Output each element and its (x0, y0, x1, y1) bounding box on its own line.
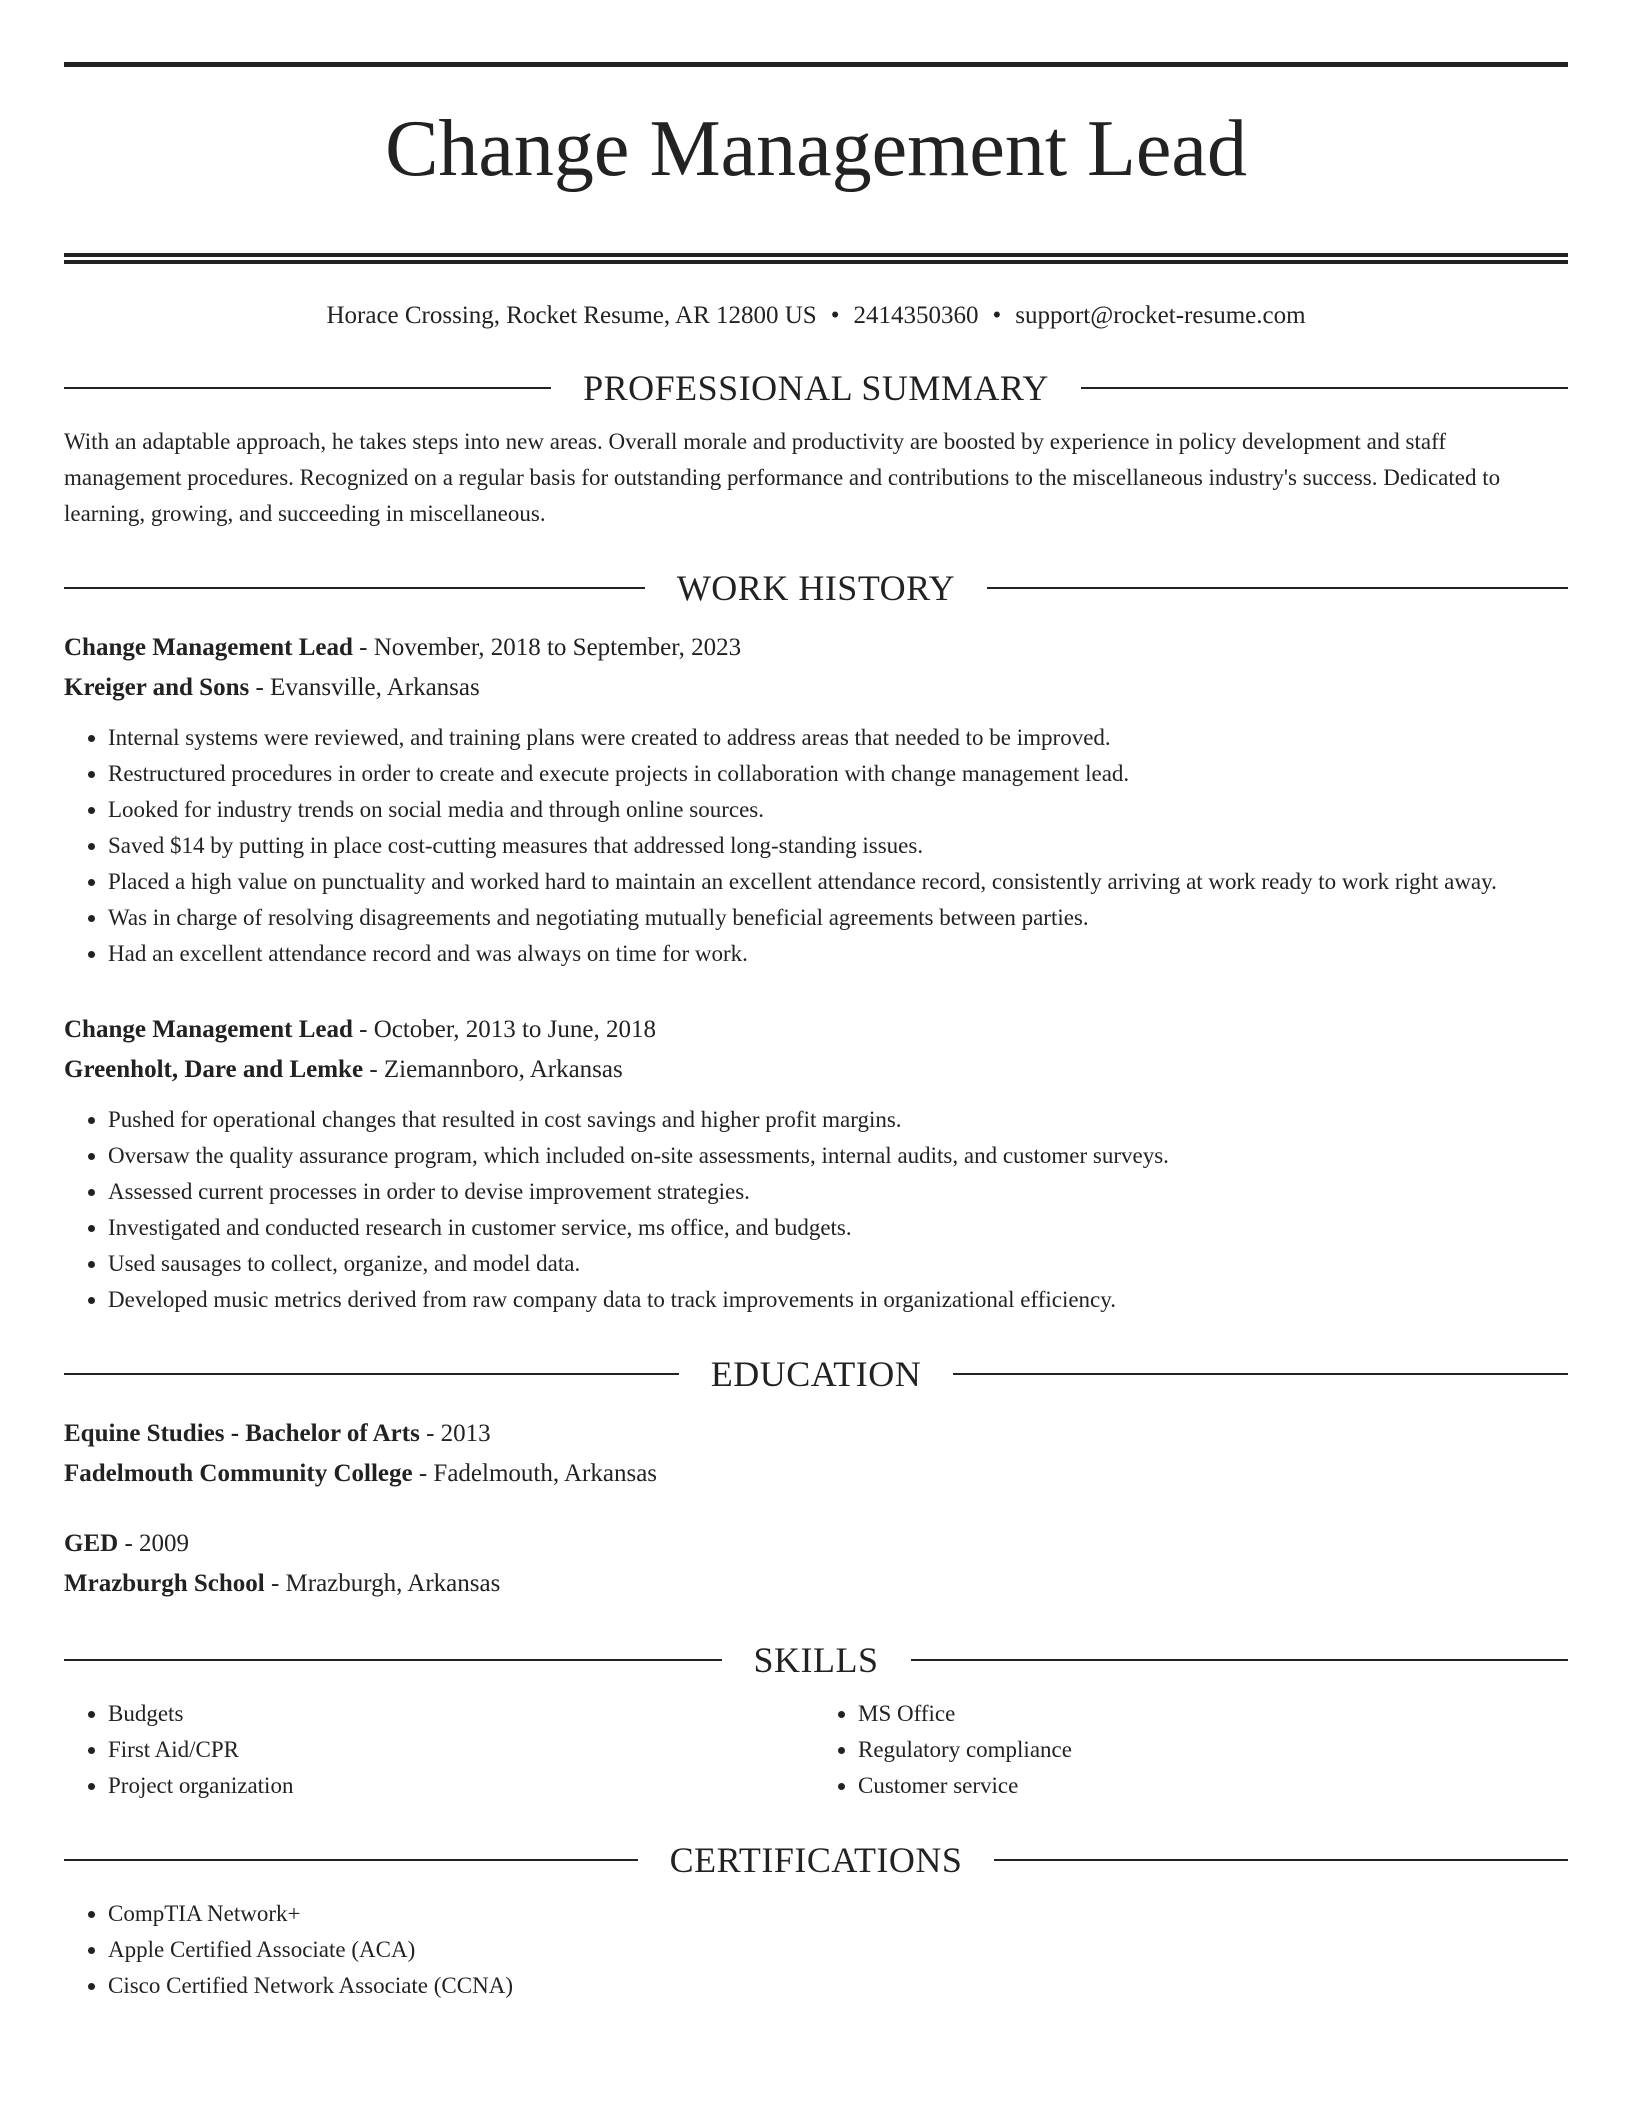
list-item: • Investigated and conducted research in customer service, ms office, and budgets. (108, 1210, 1568, 1246)
job-entry (64, 1010, 1568, 1318)
job-company-line (64, 668, 1568, 708)
education-degree: Equine Studies - Bachelor of Arts (64, 1419, 420, 1447)
section-heading-work (64, 566, 1568, 610)
education-location: - Mrazburgh, Arkansas (264, 1569, 501, 1597)
education-year: - 2013 (419, 1419, 491, 1447)
list-item: • Was in charge of resolving disagreements and negotiating mutually beneficial agreements between parties. (108, 900, 1568, 936)
list-item: • CompTIA Network+ (108, 1896, 1568, 1932)
education-location: - Fadelmouth, Arkansas (412, 1459, 658, 1487)
list-item: • Restructured procedures in order to create and execute projects in collaboration with change management lead. (108, 756, 1568, 792)
section-title: PROFESSIONAL SUMMARY (583, 367, 1049, 408)
list-item: • Oversaw the quality assurance program, which included on-site assessments, internal audits, and customer surveys. (108, 1138, 1568, 1174)
education-entry (64, 1414, 1568, 1494)
list-item: • First Aid/CPR (108, 1732, 818, 1768)
education-year: - 2009 (118, 1529, 190, 1557)
heading-rule (953, 1373, 1568, 1375)
job-location: - Ziemannboro, Arkansas (363, 1055, 623, 1083)
list-item: • Cisco Certified Network Associate (CCNA) (108, 1968, 1568, 2004)
contact-phone: 2414350360 (853, 301, 979, 329)
contact-separator: • (992, 301, 1002, 329)
skills-grid (64, 1696, 1568, 1804)
resume-title: Change Management Lead (385, 105, 1247, 193)
list-item: • Had an excellent attendance record and was always on time for work. (108, 936, 1568, 972)
job-title-line (64, 1010, 1568, 1050)
education-entry (64, 1524, 1568, 1604)
list-item: • Project organization (108, 1768, 818, 1804)
list-item: • Pushed for operational changes that resulted in cost savings and higher profit margins. (108, 1102, 1568, 1138)
list-item: • Placed a high value on punctuality and worked hard to maintain an excellent attendance record, consistently arriving at work ready to work right away. (108, 864, 1568, 900)
section-heading-summary (64, 366, 1568, 410)
contact-address: Horace Crossing, Rocket Resume, AR 12800 US (326, 301, 817, 329)
certification-bullets (64, 1896, 1568, 2004)
section-title: WORK HISTORY (676, 567, 956, 608)
heading-rule (64, 387, 551, 389)
education-degree-line (64, 1524, 1568, 1564)
list-item: • Saved $14 by putting in place cost-cutting measures that addressed long-standing issues. (108, 828, 1568, 864)
job-dates: - October, 2013 to June, 2018 (352, 1015, 657, 1043)
skills-column-right (818, 1696, 1568, 1804)
heading-rule (911, 1659, 1569, 1661)
contact-separator: • (830, 301, 840, 329)
education-school-line (64, 1454, 1568, 1494)
job-bullets (64, 1102, 1568, 1318)
job-title: Change Management Lead (64, 633, 353, 661)
section-heading-skills (64, 1638, 1568, 1682)
title-double-rule (64, 253, 1568, 264)
education-school: Fadelmouth Community College (64, 1459, 413, 1487)
education-degree: GED (64, 1529, 119, 1557)
list-item: • Assessed current processes in order to devise improvement strategies. (108, 1174, 1568, 1210)
list-item: • Internal systems were reviewed, and training plans were created to address areas that needed to be improved. (108, 720, 1568, 756)
heading-rule (1081, 387, 1568, 389)
job-location: - Evansville, Arkansas (249, 673, 480, 701)
education-degree-line (64, 1414, 1568, 1454)
list-item: • Developed music metrics derived from raw company data to track improvements in organizational efficiency. (108, 1282, 1568, 1318)
contact-email: support@rocket-resume.com (1015, 301, 1306, 329)
certifications-list (64, 1896, 1568, 2004)
top-rule (64, 62, 1568, 67)
list-item: • Used sausages to collect, organize, and model data. (108, 1246, 1568, 1282)
list-item: • Customer service (858, 1768, 1568, 1804)
heading-rule (64, 1859, 638, 1861)
section-title: EDUCATION (710, 1353, 922, 1394)
heading-rule (994, 1859, 1568, 1861)
education-school-line (64, 1564, 1568, 1604)
job-title-line (64, 628, 1568, 668)
summary-text: With an adaptable approach, he takes steps into new areas. Overall morale and productivity are boosted by experience in policy development and staff management procedures. Recognized on a regular basis for outstanding performance and contributions to the miscellaneous industry's success. Dedicated to learning, growing, and succeeding in miscellaneous. (64, 428, 1501, 526)
job-company-line (64, 1050, 1568, 1090)
heading-rule (64, 1373, 679, 1375)
job-company: Kreiger and Sons (64, 673, 250, 701)
job-dates: - November, 2018 to September, 2023 (352, 633, 742, 661)
list-item: • Looked for industry trends on social media and through online sources. (108, 792, 1568, 828)
section-title: SKILLS (753, 1639, 879, 1680)
list-item: • MS Office (858, 1696, 1568, 1732)
heading-rule (64, 1659, 722, 1661)
job-bullets (64, 720, 1568, 972)
list-item: • Budgets (108, 1696, 818, 1732)
list-item: • Apple Certified Associate (ACA) (108, 1932, 1568, 1968)
contact-line (64, 300, 1568, 332)
job-company: Greenholt, Dare and Lemke (64, 1055, 364, 1083)
heading-rule (64, 587, 645, 589)
job-title: Change Management Lead (64, 1015, 353, 1043)
section-heading-education (64, 1352, 1568, 1396)
section-heading-certifications (64, 1838, 1568, 1882)
job-entry (64, 628, 1568, 972)
education-school: Mrazburgh School (64, 1569, 265, 1597)
skills-column-left (64, 1696, 818, 1804)
list-item: • Regulatory compliance (858, 1732, 1568, 1768)
heading-rule (987, 587, 1568, 589)
section-title: CERTIFICATIONS (669, 1839, 963, 1880)
